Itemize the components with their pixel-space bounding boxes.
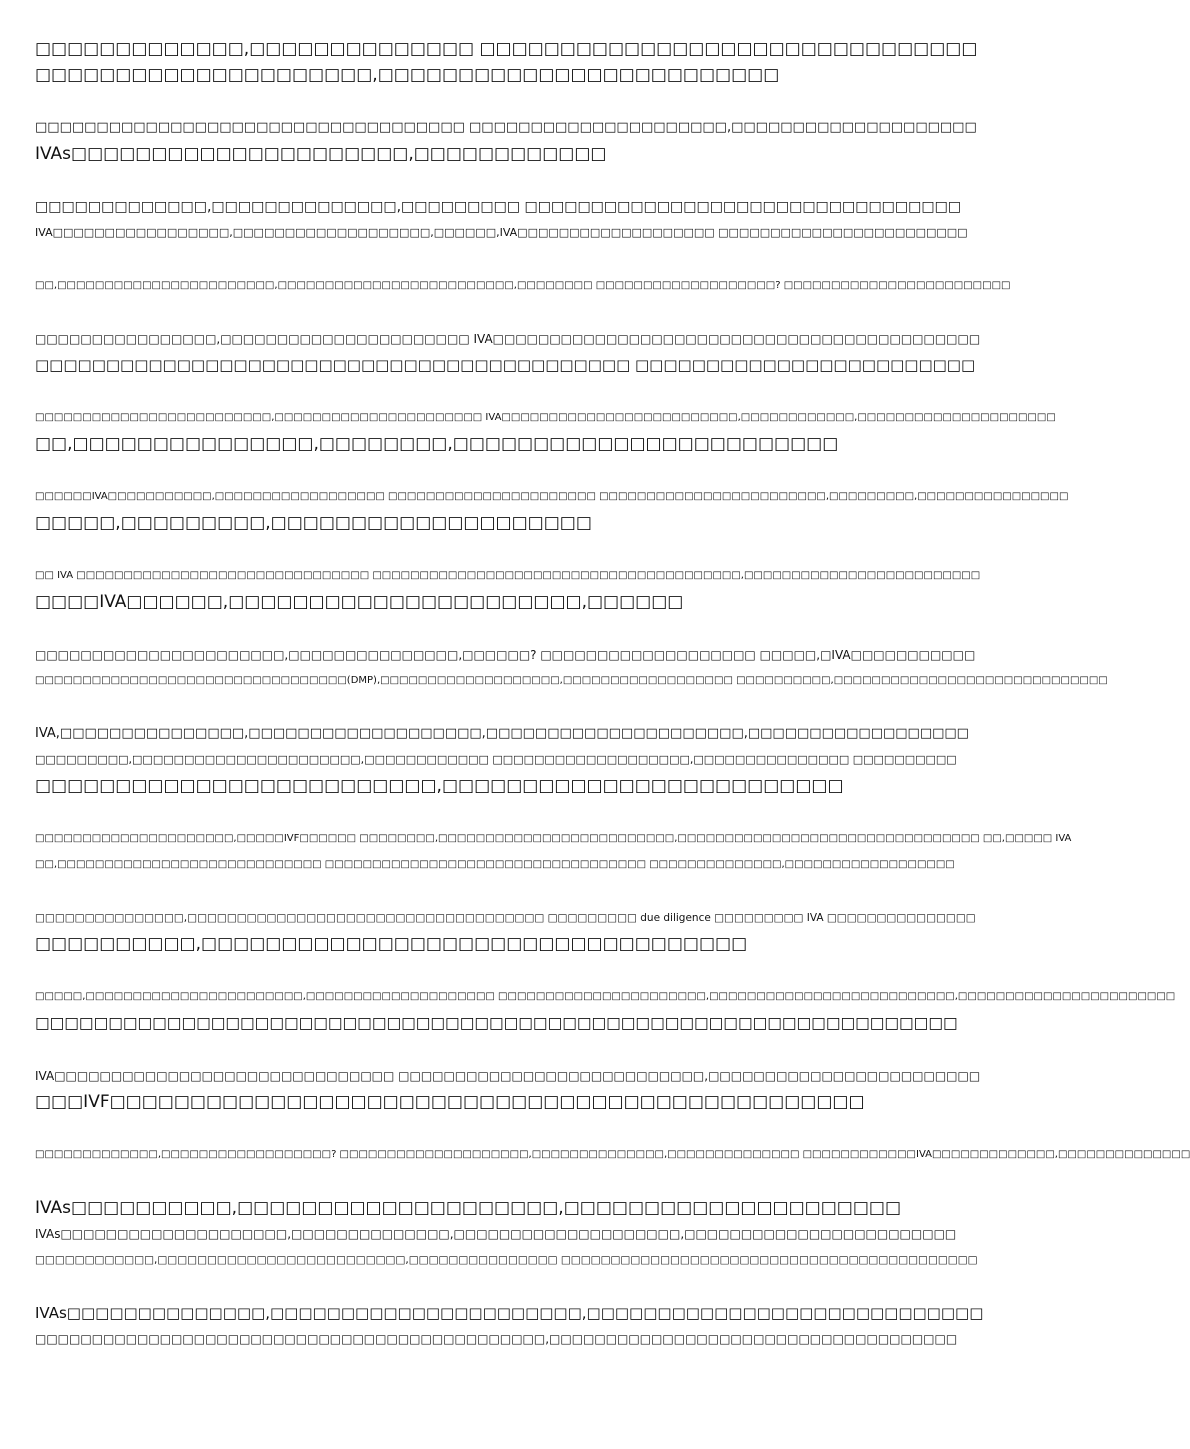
paragraph	[35, 1142, 1190, 1168]
text-line: □□□□□□□□□□□□□□□□□□□□□□□□□□□□□□□□□□□□□□□□□□□□□□□□□□□□□□□□□□□□□□□	[35, 1014, 958, 1032]
paragraph	[35, 826, 1072, 878]
paragraph	[35, 273, 1011, 299]
text-line: □□□□□□□□□□□□□□□□□□□□□□□□□,□□□□□□□□□□□□□□□□□□□□□□ IVA□□□□□□□□□□□□□□□□□□□□□□□□□,□□□□□□□□□□□□,□□□□□□□□□□□□□□□□□□□□□	[35, 412, 1056, 423]
text-line: □□□□□□□□□□□□□□□□□□□□□□□□□□□□□□□□□□□□□□□□□□ □□□□□□□□□□□□□□□□□□□□□□□□	[35, 356, 976, 374]
paragraph	[35, 36, 984, 88]
text-line: □□□□□,□□□□□□□□□,□□□□□□□□□□□□□□□□□□□□	[35, 513, 592, 533]
text-line: □□□□□□□□□□□□□□□□□□□□□□□□□,□□□□□□□□□□□□□□□□□□□□□□□□□	[35, 776, 844, 796]
paragraph	[35, 563, 984, 615]
paragraph	[35, 1300, 984, 1352]
text-line: □□□□□□□□□,□□□□□□□□□□□□□□□□□□□□□□,□□□□□□□□□□□□ □□□□□□□□□□□□□□□□□□□,□□□□□□□□□□□□□□□ □□□□□□□□□□	[35, 753, 957, 766]
text-line: □□□□□□□□□□□□□□□□□□□□□□□□□□□□□□□□□(DMP),□□□□□□□□□□□□□□□□□□□,□□□□□□□□□□□□□□□□□□ □□□□□□□□□□,□□□□□□□□□□□□□□□□□□□□□□□□□□□□□	[35, 675, 1108, 686]
text-line: □□,□□□□□□□□□□□□□□□□□□□□□□□□□□□□ □□□□□□□□□□□□□□□□□□□□□□□□□□□□□□□□□□ □□□□□□□□□□□□□□,□□□□□□□□□□□□□□□□□□	[35, 859, 955, 870]
text-line: □□□□□□□□□□□□□,□□□□□□□□□□□□□□,□□□□□□□□□ □□□□□□□□□□□□□□□□□□□□□□□□□□□□□□□□□	[35, 199, 962, 215]
text-line: □□□□□,□□□□□□□□□□□□□□□□□□□□□□□,□□□□□□□□□□□□□□□□□□□□ □□□□□□□□□□□□□□□□□□□□□□,□□□□□□□□□□□□□□□□□□□□□□□□□□,□□□□□□□□□□□□□□□□□□□□□□□	[35, 991, 1176, 1002]
paragraph	[35, 405, 1056, 457]
text-line: □□□□□□□□□□□□□□□,□□□□□□□□□□□□□□□□□□□□□□□□□□□□□□□□□□□□ □□□□□□□□□ due diligence □□□□□□□□□ IVA □□□□□□□□□□□□□□□	[35, 912, 976, 924]
paragraph	[35, 484, 1069, 536]
text-line: IVAs□□□□□□□□□□□□□□□□□□□□,□□□□□□□□□□□□□□,□□□□□□□□□□□□□□□□□□□□,□□□□□□□□□□□□□□□□□□□□□□□□	[35, 1227, 957, 1241]
text-line: □□□□□□IVA□□□□□□□□□□□,□□□□□□□□□□□□□□□□□□ □□□□□□□□□□□□□□□□□□□□□□ □□□□□□□□□□□□□□□□□□□□□□□□,□□□□□□□□□,□□□□□□□□□□□□□□□□	[35, 491, 1069, 502]
text-line: □□□□□□□□□□□□,□□□□□□□□□□□□□□□□□□□□□□□□□,□□□□□□□□□□□□□□□ □□□□□□□□□□□□□□□□□□□□□□□□□□□□□□□□□□□□□□□□□□	[35, 1254, 978, 1266]
text-line: IVAs□□□□□□□□□□,□□□□□□□□□□□□□□□□□□□□,□□□□□□□□□□□□□□□□□□□□□	[35, 1198, 902, 1218]
text-line: □□□□□□□□□□□□□□□□□□□□□□□□□□□□□□□□□□□ □□□□□□□□□□□□□□□□□□□□□,□□□□□□□□□□□□□□□□□□□□	[35, 120, 977, 135]
paragraph	[35, 721, 984, 799]
text-line: □□□□□□□□□□□□□□□□□□□□□□□□□□□□□□□□□□□□□□□□□□□□□,□□□□□□□□□□□□□□□□□□□□□□□□□□□□□□□□□□□□	[35, 1332, 958, 1346]
text-line: □□□□□□□□□□□□□□□□□□□□□□,□□□□□□□□□□□□□□□,□□□□□□? □□□□□□□□□□□□□□□□□□□ □□□□□,□IVA□□□□□□□□□□□	[35, 648, 976, 662]
paragraph	[35, 905, 984, 957]
text-line: □□□□□□□□□□□□□□□□□□□□□,□□□□□IVF□□□□□□ □□□□□□□□,□□□□□□□□□□□□□□□□□□□□□□□□□,□□□□□□□□□□□□□□□□□□□□□□□□□□□□□□□□ □□,□□□□□ IVA	[35, 833, 1072, 844]
text-line: IVA,□□□□□□□□□□□□□□□,□□□□□□□□□□□□□□□□□□□,□□□□□□□□□□□□□□□□□□□□□,□□□□□□□□□□□□□□□□□□	[35, 726, 969, 741]
text-line: □□□□□□□□□□□□□,□□□□□□□□□□□□□□ □□□□□□□□□□□□□□□□□□□□□□□□□□□□□□□	[35, 39, 978, 59]
text-line: □□□□□□□□□□□□□□□□□□□□□,□□□□□□□□□□□□□□□□□□□□□□□□□	[35, 65, 780, 85]
text-line: □□,□□□□□□□□□□□□□□□,□□□□□□□□,□□□□□□□□□□□□□□□□□□□□□□□□	[35, 434, 839, 454]
text-line: IVA□□□□□□□□□□□□□□□□□,□□□□□□□□□□□□□□□□□□□,□□□□□□,IVA□□□□□□□□□□□□□□□□□□□ □□□□□□□□□□□□□□□□□□□□□□□□	[35, 226, 968, 239]
text-line: □□□□□□□□□□□□□□□□,□□□□□□□□□□□□□□□□□□□□□□ IVA□□□□□□□□□□□□□□□□□□□□□□□□□□□□□□□□□□□□□□□□□□□	[35, 332, 981, 346]
paragraph	[35, 642, 1108, 694]
text-line: IVAs□□□□□□□□□□□□□□,□□□□□□□□□□□□□□□□□□□□□□,□□□□□□□□□□□□□□□□□□□□□□□□□□□□	[35, 1304, 984, 1322]
paragraph	[35, 194, 984, 246]
paragraph	[35, 115, 984, 167]
text-line: □□ IVA □□□□□□□□□□□□□□□□□□□□□□□□□□□□□□□ □□□□□□□□□□□□□□□□□□□□□□□□□□□□□□□□□□□□□□□,□□□□□□□□□□□□□□□□□□□□□□□□□	[35, 570, 981, 581]
text-line: □□□□□□□□□□,□□□□□□□□□□□□□□□□□□□□□□□□□□□□□□□□□□	[35, 934, 748, 954]
text-line: □□□□IVA□□□□□□,□□□□□□□□□□□□□□□□□□□□□□,□□□□□□	[35, 592, 684, 612]
text-line: IVA□□□□□□□□□□□□□□□□□□□□□□□□□□□□□□ □□□□□□□□□□□□□□□□□□□□□□□□□□□,□□□□□□□□□□□□□□□□□□□□□□□□	[35, 1069, 981, 1083]
paragraph	[35, 984, 1176, 1036]
text-line: □□□IVF□□□□□□□□□□□□□□□□□□□□□□□□□□□□□□□□□□□□□□□□□□□□□□□	[35, 1092, 865, 1112]
text-line: □□,□□□□□□□□□□□□□□□□□□□□□□□,□□□□□□□□□□□□□□□□□□□□□□□□□,□□□□□□□□ □□□□□□□□□□□□□□□□□□□? □□□□□□□□□□□□□□□□□□□□□□□□	[35, 280, 1011, 291]
paragraph	[35, 1063, 984, 1115]
text-line: IVAs□□□□□□□□□□□□□□□□□□□□□,□□□□□□□□□□□□	[35, 144, 607, 164]
paragraph	[35, 326, 984, 378]
paragraph	[35, 1195, 984, 1273]
text-line: □□□□□□□□□□□□□,□□□□□□□□□□□□□□□□□□? □□□□□□□□□□□□□□□□□□□□,□□□□□□□□□□□□□□,□□□□□□□□□□□□□□ □□□□□□□□□□□□IVA□□□□□□□□□□□□□,□□□□□□□□□□□□□□	[35, 1149, 1190, 1160]
